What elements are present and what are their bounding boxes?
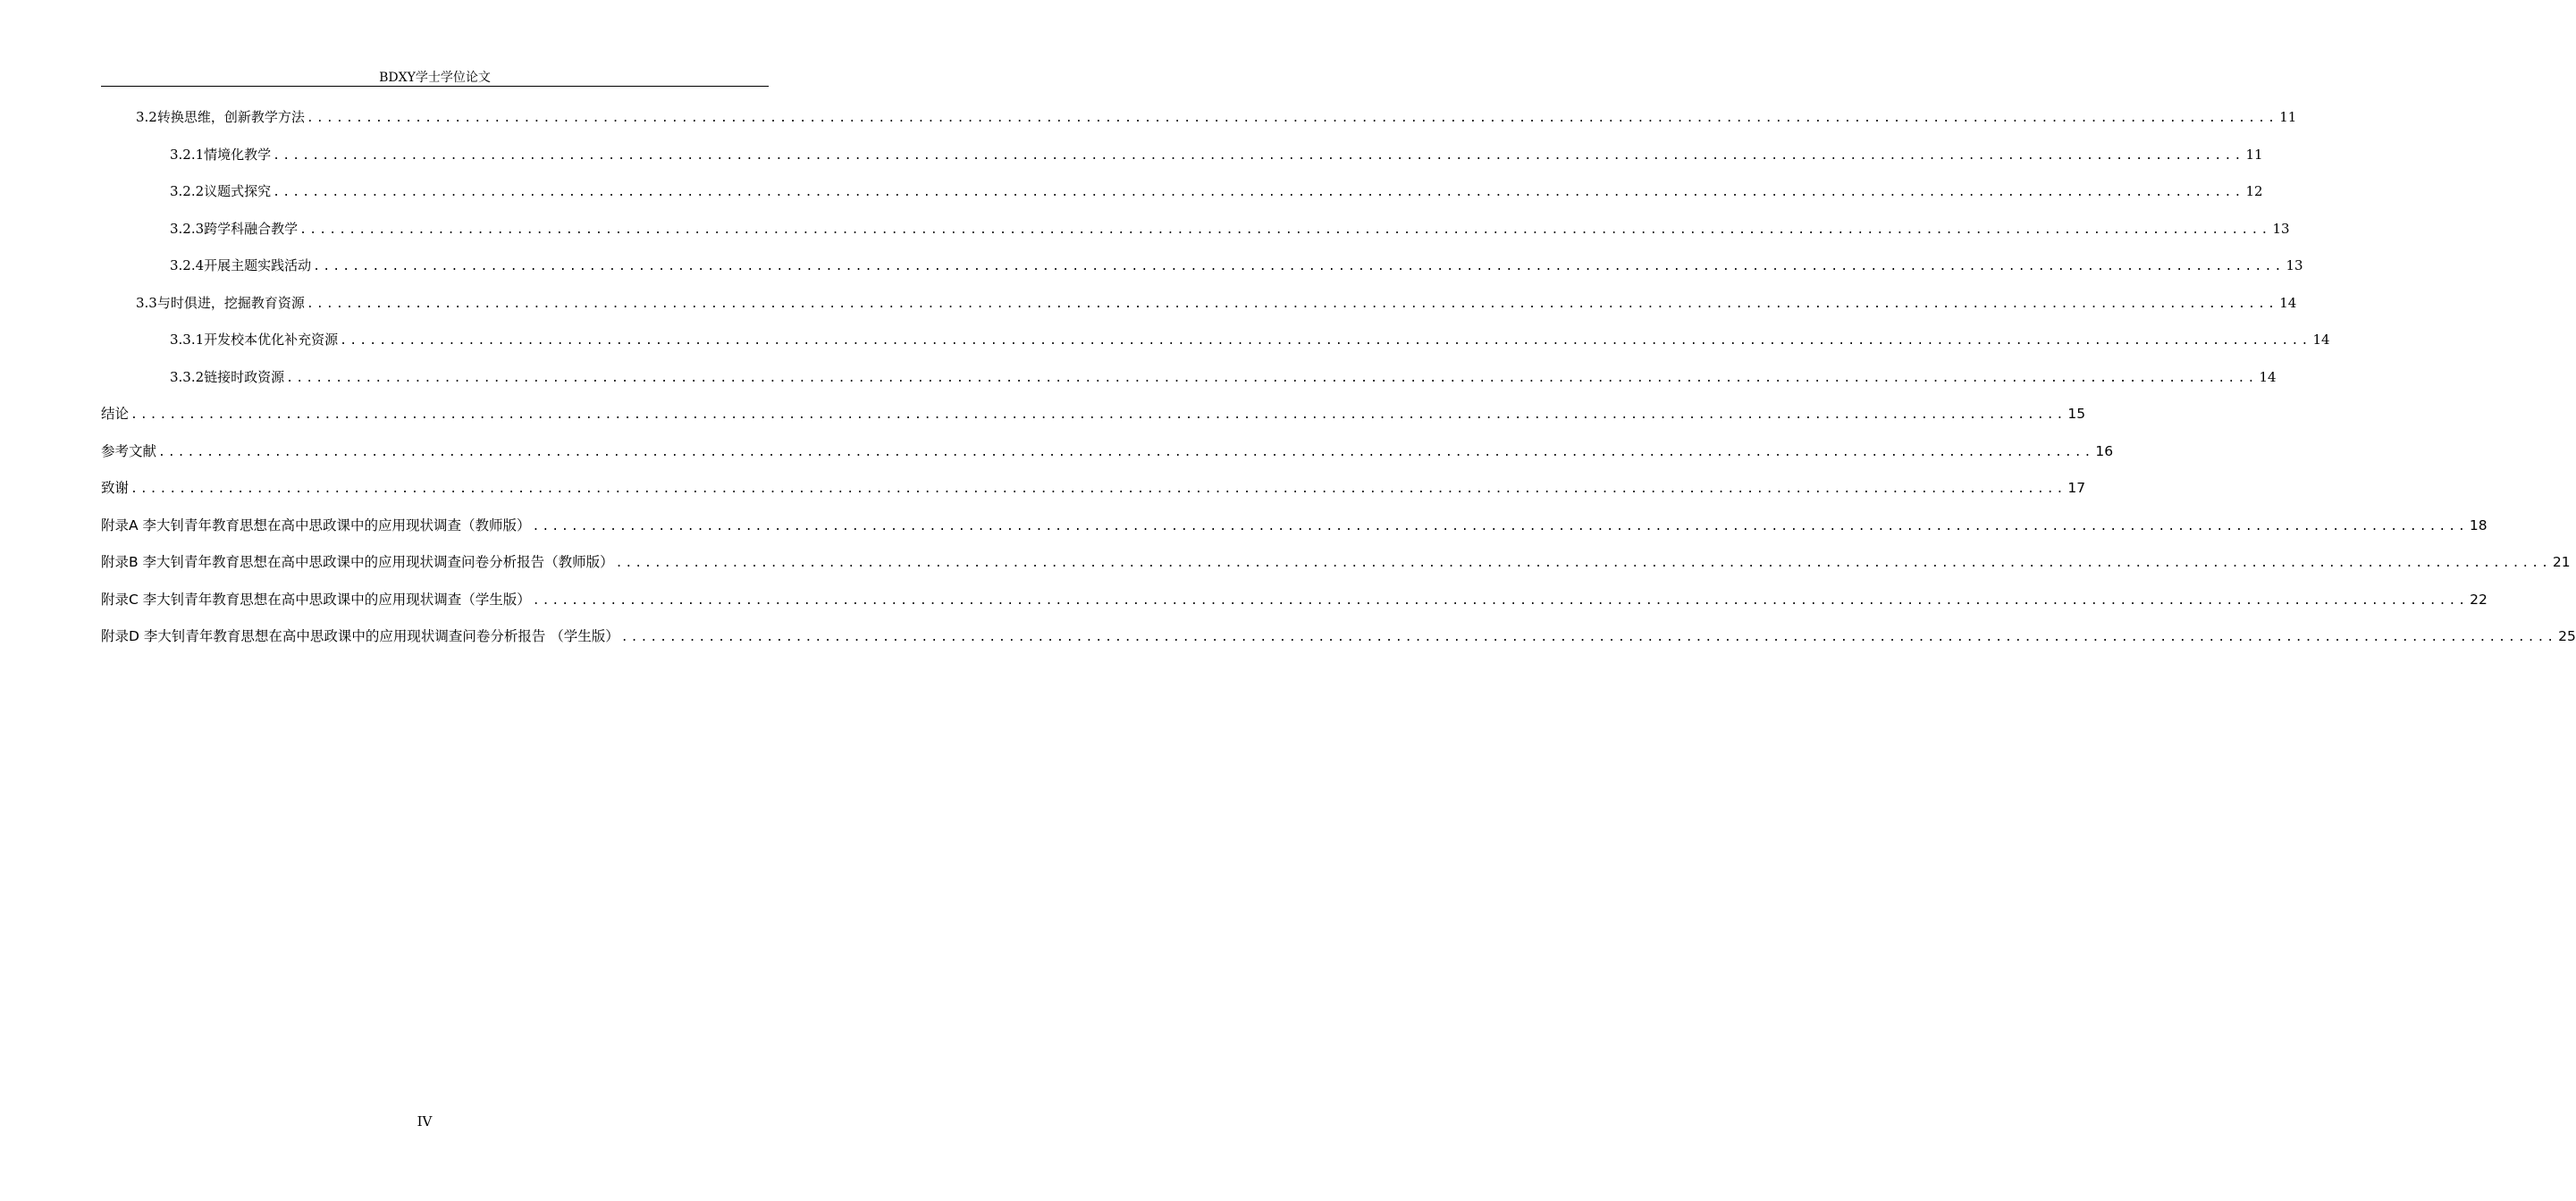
toc-entry-page: 11	[2245, 147, 2263, 163]
toc-entry-title: 附录A 李大钊青年教育思想在高中思政课中的应用现状调查（教师版）	[101, 517, 531, 533]
toc-entry-page: 21	[2552, 554, 2571, 570]
page-number: IV	[417, 1113, 433, 1130]
toc-entry-title: 3.2.2议题式探究	[170, 183, 272, 199]
toc-entry-title: 3.3.2链接时政资源	[170, 369, 285, 385]
toc-dot-leader: ........................................................................................................................................................................................................	[532, 520, 2468, 533]
toc-entry-title: 3.3.1开发校本优化补充资源	[170, 332, 339, 348]
toc-entry-title: 参考文献	[101, 443, 157, 459]
toc-dot-leader: ........................................................................................................................................................................................................	[306, 298, 2278, 311]
toc-dot-leader: ........................................................................................................................................................................................................	[273, 149, 2244, 163]
toc-dot-leader: ........................................................................................................................................................................................................	[340, 334, 2311, 348]
toc-entry[interactable]	[170, 218, 2290, 239]
toc-entry-page: 14	[2279, 295, 2297, 311]
toc-entry[interactable]	[101, 515, 2488, 536]
toc-entry-page: 12	[2245, 183, 2263, 199]
toc-entry-title: 致谢	[101, 480, 130, 496]
toc-entry[interactable]	[101, 477, 2086, 499]
toc-entry-title: 3.2.3跨学科融合教学	[170, 221, 299, 237]
toc-dot-leader: ........................................................................................................................................................................................................	[130, 408, 2067, 422]
toc-dot-leader: ........................................................................................................................................................................................................	[313, 260, 2285, 273]
toc-entry[interactable]	[101, 551, 2571, 573]
toc-entry-title: 3.2.4开展主题实践活动	[170, 257, 312, 273]
toc-entry[interactable]	[170, 255, 2303, 276]
running-header: BDXY学士学位论文	[379, 71, 491, 85]
toc-entry[interactable]	[170, 144, 2263, 165]
toc-entry-title: 3.2.1情境化教学	[170, 147, 272, 163]
toc-dot-leader: ........................................................................................................................................................................................................	[286, 372, 2258, 385]
toc-entry[interactable]	[170, 366, 2277, 388]
toc-entry-page: 15	[2067, 406, 2086, 422]
toc-entry-title: 附录D 李大钊青年教育思想在高中思政课中的应用现状调查问卷分析报告 （学生版）	[101, 628, 619, 644]
toc-entry-title: 3.2转换思维，创新教学方法	[136, 109, 305, 125]
toc-entry-page: 16	[2095, 443, 2114, 459]
toc-entry[interactable]	[101, 403, 2086, 424]
toc-entry[interactable]	[101, 626, 2576, 647]
toc-entry-page: 25	[2558, 628, 2576, 644]
toc-entry-page: 13	[2286, 257, 2303, 273]
toc-entry[interactable]	[170, 329, 2330, 350]
toc-entry[interactable]	[170, 181, 2263, 202]
toc-entry-page: 14	[2259, 369, 2277, 385]
toc-entry-page: 11	[2279, 109, 2297, 125]
toc-dot-leader: ........................................................................................................................................................................................................	[532, 594, 2469, 608]
toc-dot-leader: ........................................................................................................................................................................................................	[130, 483, 2067, 496]
toc-entry-title: 附录B 李大钊青年教育思想在高中思政课中的应用现状调查问卷分析报告（教师版）	[101, 554, 614, 570]
toc-dot-leader: ........................................................................................................................................................................................................	[299, 223, 2271, 237]
toc-entry-page: 14	[2312, 332, 2330, 348]
toc-dot-leader: ........................................................................................................................................................................................................	[273, 186, 2244, 199]
toc-entry-page: 22	[2470, 592, 2488, 608]
toc-entry[interactable]	[136, 292, 2297, 314]
header-rule	[101, 86, 769, 87]
toc-dot-leader: ........................................................................................................................................................................................................	[620, 631, 2557, 644]
toc-dot-leader: ........................................................................................................................................................................................................	[306, 112, 2278, 125]
toc-entry-title: 结论	[101, 406, 130, 422]
toc-entry[interactable]	[136, 106, 2297, 128]
toc-entry[interactable]	[101, 589, 2488, 610]
toc-entry-page: 13	[2272, 221, 2290, 237]
toc-entry-page: 18	[2469, 517, 2488, 533]
toc-entry[interactable]	[101, 441, 2114, 462]
toc-entry-title: 附录C 李大钊青年教育思想在高中思政课中的应用现状调查（学生版）	[101, 592, 531, 608]
toc-dot-leader: ........................................................................................................................................................................................................	[158, 446, 2094, 459]
toc-entry-page: 17	[2067, 480, 2086, 496]
toc-dot-leader: ........................................................................................................................................................................................................	[615, 557, 2551, 570]
toc-entry-title: 3.3与时俱进，挖掘教育资源	[136, 295, 305, 311]
